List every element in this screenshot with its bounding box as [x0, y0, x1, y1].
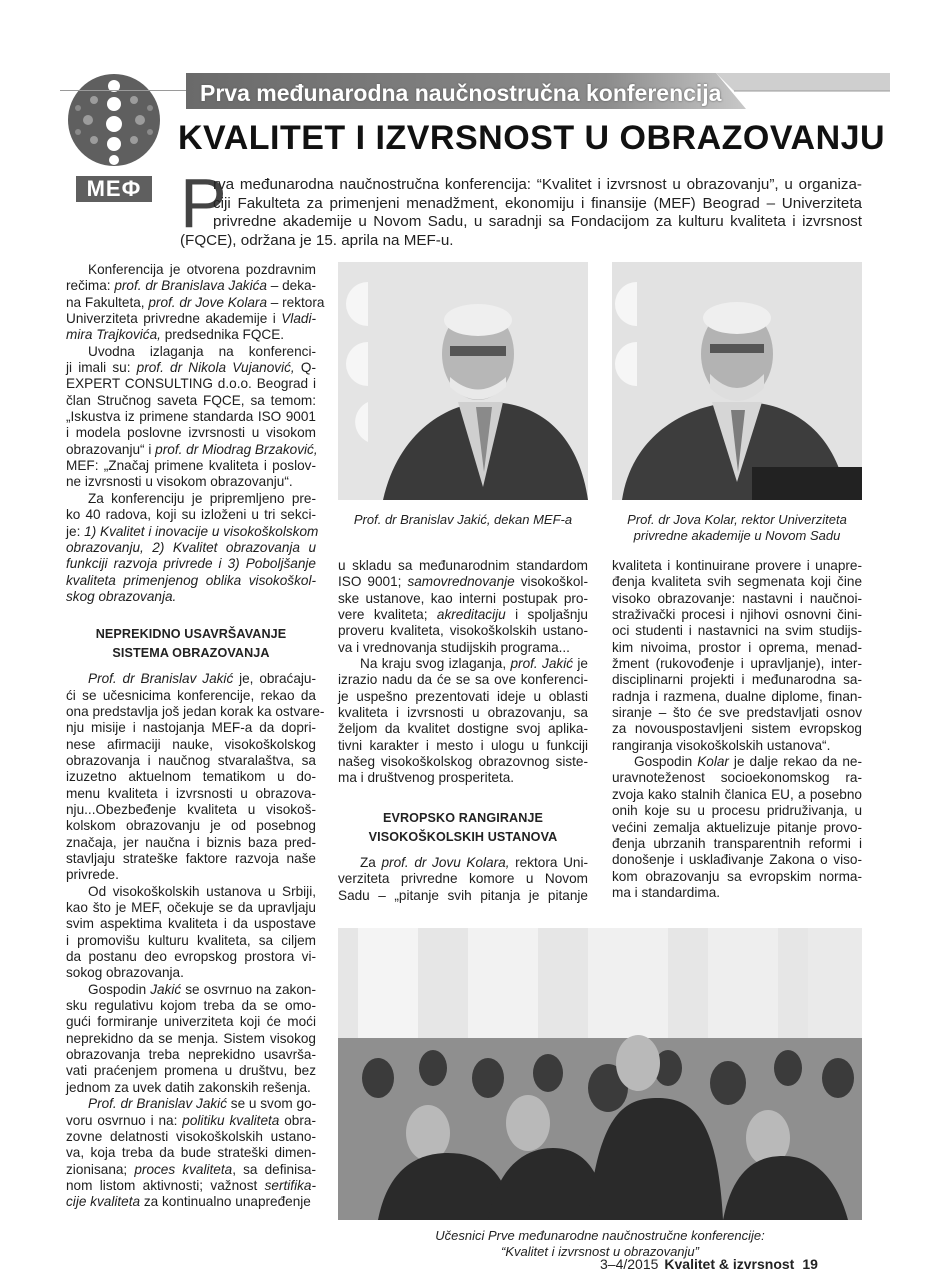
- photo-caption: Prof. dr Branislav Jakić, dekan MEF-a: [353, 512, 573, 527]
- photo-caption: Učesnici Prve međunarodne naučnostručne konferencije: “Kvalitet i izvrsnost u obrazovanju”: [435, 1228, 765, 1259]
- paragraph: Na kraju svog izlaganja, prof. Jakić je izrazio nadu da će se sa ove konferenci- je uspešno prezentovati ideje u oblasti kvaliteta i izvrsnosti u obrazovanju, sa željom da kvalitet dostigne svoj aplika- tivni karakter i mesto i ulogu u funkciji našeg visokoškolskog obrazovnog siste- ma i društvenog prosperiteta.: [338, 656, 588, 786]
- drop-cap: P: [180, 164, 227, 242]
- section-heading: NEPREKIDNO USAVRŠAVANJE SISTEMA OBRAZOVANJA: [95, 627, 287, 661]
- page-number: 19: [802, 1256, 818, 1272]
- issue-number: 3–4/2015: [600, 1256, 659, 1272]
- column-2: [338, 558, 588, 904]
- photo-audience: [338, 928, 862, 1220]
- photo-kolar: [612, 262, 862, 500]
- banner-rule: [60, 90, 188, 91]
- intro-line: (FQCE), održana je 15. aprila na MEF-u.: [180, 231, 454, 249]
- paragraph: Za prof. dr Jovu Kolara, rektora Uni- verziteta privredne komore u Novom Sadu – „pitanje svih pitanja je pitanje: [338, 854, 588, 903]
- paragraph: Za konferenciju je pripremljeno pre- ko 40 radova, koji su izloženi u tri sekci- je: 1) Kvalitet i inovacije u visokoškolskom obrazovanju, 2) Kvalitet obrazovanja u funkciji razvoja privrede i 3) Poboljšanje kvaliteta primenjenog oblika visokoškol- skog obrazovanja.: [66, 490, 319, 604]
- column-1: [66, 262, 325, 1211]
- photo-jakic: [338, 262, 588, 500]
- paragraph: Uvodna izlaganja na konferenci- ji imali su: prof. dr Nikola Vujanović, Q- EXPERT CONSULTING d.o.o. Beograd i član Stručnog saveta FQCE, sa temom: „Iskustva iz primene standarda ISO 9001 i modela poslovne izvrsnosti u visokom obrazovanju“ i prof. dr Miodrag Brzaković, MEF: „Značaj primene kvaliteta i poslov- ne izvrsnosti u visokom obrazovanju“.: [66, 343, 318, 490]
- article-intro: [180, 176, 862, 250]
- paragraph: Gospodin Jakić se osvrnuo na zakon- sku regulativu kojom treba da se omo- gući formiranje univerziteta koji će moći neprekidno da se menja. Sistem visokog obrazovanja treba neprekidno usavrša- vati praćenjem promena u društvu, bez jednom za uvek datih zakonskih rešenja.: [66, 981, 317, 1095]
- column-3: [612, 558, 862, 901]
- mef-logo: [66, 72, 162, 204]
- photo-caption: Prof. dr Jova Kolar, rektor Univerziteta privredne akademije u Novom Sadu: [627, 512, 847, 543]
- paragraph: Prof. dr Branislav Jakić se u svom go- voru osvrnuo i na: politiku kvaliteta obra- zovne delatnosti visokoškolskih ustano- va, koja treba da bude strateški dimen- zionisana; proces kvaliteta, sa definisa- nom listom aktivnosti; važnost sertifika- cije kvaliteta za kontinualno unapređenje: [66, 1096, 317, 1210]
- paragraph: Prof. dr Branislav Jakić je, obraćaju- ći se učesnicima konferencije, rekao da ona predstavlja još jedan korak ka ostvare- nju misije i nastojanja MEF-a da dopri- nese afirmaciji nauke, visokoškolskog obrazovanja i naučnog stvaralaštva, sa izuzetno aktuelnom tematikom u do- menu kvaliteta i izvrsnosti u obrazova- nju...Obezbeđenje kvaliteta u visokoš- kolskom obrazovanju je od posebnog značaja, jer naučna i biznis baza pred- stavljaju strateške faktore razvoja naše privrede.: [66, 671, 325, 883]
- article-title: KVALITET I IZVRSNOST U OBRAZOVANJU: [178, 119, 886, 157]
- page-footer: [600, 1256, 862, 1272]
- paragraph: Konferencija je otvorena pozdravnim rečima: prof. dr Branislava Jakića – deka- na Fakulteta, prof. dr Jove Kolara – rektora Univerziteta privredne akademije i Vladi- mira Trajkovića, predsednika FQCE.: [66, 262, 325, 343]
- intro-line: privredne akademije u Novom Sadu, u saradnji sa Fondacijom za kulturu kvaliteta i izvrsnost: [213, 213, 862, 231]
- magazine-name: Kvalitet & izvrsnost: [664, 1256, 795, 1272]
- intro-line: rva međunarodna naučnostručna konferencija: “Kvalitet i izvrsnost u obrazovanju”, u organiza-: [213, 176, 862, 193]
- banner-title: Prva međunarodna naučnostručna konferencija: [200, 80, 722, 106]
- paragraph: Gospodin Kolar je dalje rekao da ne- uravnoteženost socioekonomskog ra- zvoja kako stalnih članica EU, a posebno onih koje su u procesu pridruživanja, u većini zemalja aktuelizuje pitanje provo- đenja ubrzanih transparentnih reformi i donošenje i usklađivanje Zakona o viso- kom obrazovanju sa evropskim norma- ma i standardima.: [612, 754, 863, 900]
- intro-line: ciji Fakulteta za primenjeni menadžment, ekonomiju i finansije (MEF) Beograd – Univerziteta: [213, 194, 862, 212]
- paragraph: kvaliteta i kontinuirane provere i unapre- đenja kvaliteta svih segmenata koji čine visoko obrazovanje: nastavni i naučnoi- straživački procesi i njihovi osnovni čini- oci studenti i nastavnici na svim studijs- kim nivoima, prostor i oprema, menad- žment (rukovođenje i upravljanje), inter- disciplinarni projekti i međunarodna sa- radnja i razmena, dualne diplome, finan- siranje – što će sve predstavljati osnov za novouspostavljeni sistem evropskog rangiranja visokoškolskih ustanova“.: [612, 558, 862, 753]
- paragraph: Od visokoškolskih ustanova u Srbiji, kao što je MEF, očekuje se da upravljaju svim aspektima kvaliteta i da uspostave i promovišu kulturu kvaliteta, sa ciljem da postanu deo evropskog prostora vi- sokog obrazovanja.: [66, 883, 316, 981]
- logo-text: MEФ: [86, 176, 142, 201]
- paragraph: u skladu sa međunarodnim standardom ISO 9001; samovrednovanje visokoškol- ske ustanove, kao interni postupak pro- vere kvaliteta; akreditaciju i spoljašnju proveru kvaliteta, visokoškolskih ustano- va i vrednovanja studijskih programa...: [338, 558, 588, 655]
- section-heading: EVROPSKO RANGIRANJE VISOKOŠKOLSKIH USTANOVA: [368, 810, 558, 844]
